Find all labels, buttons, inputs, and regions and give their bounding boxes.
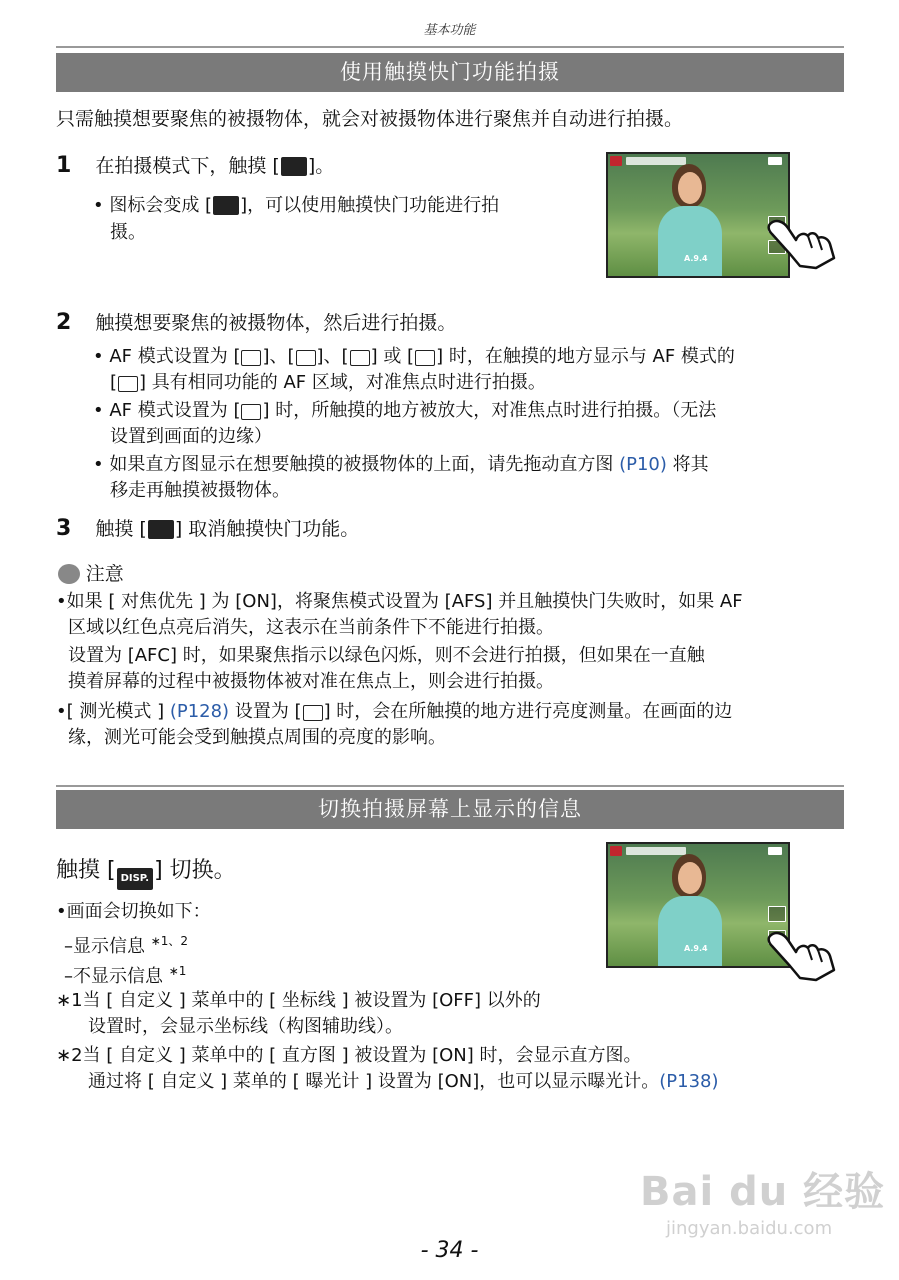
multi-area-af-icon [350,350,370,366]
hand-pointer-icon [766,210,838,270]
camera-screen-image [606,842,790,968]
section-title-bar: 使用触摸快门功能拍摄 [56,53,844,92]
section-2-item-1: –显示信息 $^{∗1、2}$ [64,934,189,957]
section-2-heading: 触摸 [ DISP. ] 切换。 [56,858,236,890]
step-2-bullet-1-cont: [ ] 具有相同功能的 AF 区域，对准焦点时进行拍摄。 [110,372,546,393]
step-2: 2 触摸想要聚焦的被摄物体，然后进行拍摄。 [56,310,457,335]
step-1-bullet: • 图标会变成 [ ]，可以使用触摸快门功能进行拍 [93,195,500,216]
note-1-line-4: 摸着屏幕的过程中被摄物体被对准在焦点上，则会进行拍摄。 [68,671,554,692]
note-2-line-1: •[ 测光模式 ] (P128) 设置为 [ ] 时，会在所触摸的地方进行亮度测量。在画面的边 [56,701,733,722]
running-header: 基本功能 [423,23,476,38]
face-detection-icon [241,350,261,366]
note-1-line-2: 区域以红色点亮后消失，这表示在当前条件下不能进行拍摄。 [68,617,554,638]
watermark-logo: Bai du 经验 [640,1169,886,1215]
step-2-bullet-2-cont: 设置到画面的边缘） [110,426,272,447]
status-icons [626,157,686,165]
section-rule [56,785,844,787]
battery-icon [768,157,782,165]
pinpoint-af-icon [241,404,261,420]
section-2-bullet: •画面会切换如下： [56,901,211,922]
hand-pointer-icon [766,922,838,982]
single-area-af-icon [415,350,435,366]
note-heading: 注意 [58,561,124,588]
subject-face [678,862,702,894]
footnote-2-line-2: 通过将 [ 自定义 ] 菜单的 [ 曝光计 ] 设置为 [ON]，也可以显示曝光计。(P138) [88,1071,719,1092]
subject-face [678,172,702,204]
subject-shirt [658,896,722,966]
mode-p-icon [610,156,622,166]
intro-text: 只需触摸想要聚焦的被摄物体，就会对被摄物体进行聚焦并自动进行拍摄。 [56,108,684,130]
page-number: - 34 - [420,1238,479,1263]
step-3: 3 触摸 [ ] 取消触摸快门功能。 [56,516,360,541]
link-p128[interactable]: (P128) [169,701,230,722]
footnote-1-line-2: 设置时，会显示坐标线（构图辅助线）。 [88,1016,403,1037]
step-1: 1 在拍摄模式下，触摸 [ ]。 [56,153,335,178]
status-icons [626,847,686,855]
battery-icon [768,847,782,855]
touch-shutter-button[interactable] [768,906,786,922]
note-1-line-3: 设置为 [AFC] 时，如果聚焦指示以绿色闪烁，则不会进行拍摄，但如果在一直触 [68,645,705,666]
touch-shutter-on-icon [148,520,174,539]
screen-caption: A.9.4 [684,254,708,263]
disp-icon: DISP. [117,868,154,890]
touch-shutter-off-icon [281,157,307,176]
subject-shirt [658,206,722,276]
screen-caption: A.9.4 [684,944,708,953]
footnote-2-line-1: ∗2当 [ 自定义 ] 菜单中的 [ 直方图 ] 被设置为 [ON] 时，会显示直方图。 [56,1045,642,1066]
step-2-bullet-3: • 如果直方图显示在想要触摸的被摄物体的上面，请先拖动直方图 (P10) 将其 [93,454,709,475]
spot-metering-icon [303,705,323,721]
camera-screen-image [606,152,790,278]
note-2-line-2: 缘，测光可能会受到触摸点周围的亮度的影响。 [68,727,446,748]
tracking-af-icon [296,350,316,366]
touch-shutter-on-icon [213,196,239,215]
link-p10[interactable]: (P10) [619,454,667,475]
step-2-bullet-1: • AF 模式设置为 [ ]、[ ]、[ ] 或 [ ] 时，在触摸的地方显示与 AF 模式的 [93,346,735,367]
watermark-url: jingyan.baidu.com [666,1218,833,1239]
note-1-line-1: •如果 [ 对焦优先 ] 为 [ON]，将聚焦模式设置为 [AFS] 并且触摸快门失败时，如果 AF [56,591,743,612]
step-number: 1 [56,153,72,178]
mode-p-icon [610,846,622,856]
single-area-af-icon [118,376,138,392]
pencil-note-icon [58,564,80,584]
footnote-1-line-1: ∗1当 [ 自定义 ] 菜单中的 [ 坐标线 ] 被设置为 [OFF] 以外的 [56,990,541,1011]
link-p138[interactable]: (P138) [659,1071,719,1092]
step-2-bullet-3-cont: 移走再触摸被摄物体。 [110,480,290,501]
section-2-item-2: –不显示信息 $^{∗1}$ [64,964,187,987]
header-rule [56,46,844,48]
section-title-bar: 切换拍摄屏幕上显示的信息 [56,790,844,829]
step-2-bullet-2: • AF 模式设置为 [ ] 时，所触摸的地方被放大，对准焦点时进行拍摄。（无法 [93,400,717,421]
step-1-bullet-cont: 摄。 [110,222,146,243]
